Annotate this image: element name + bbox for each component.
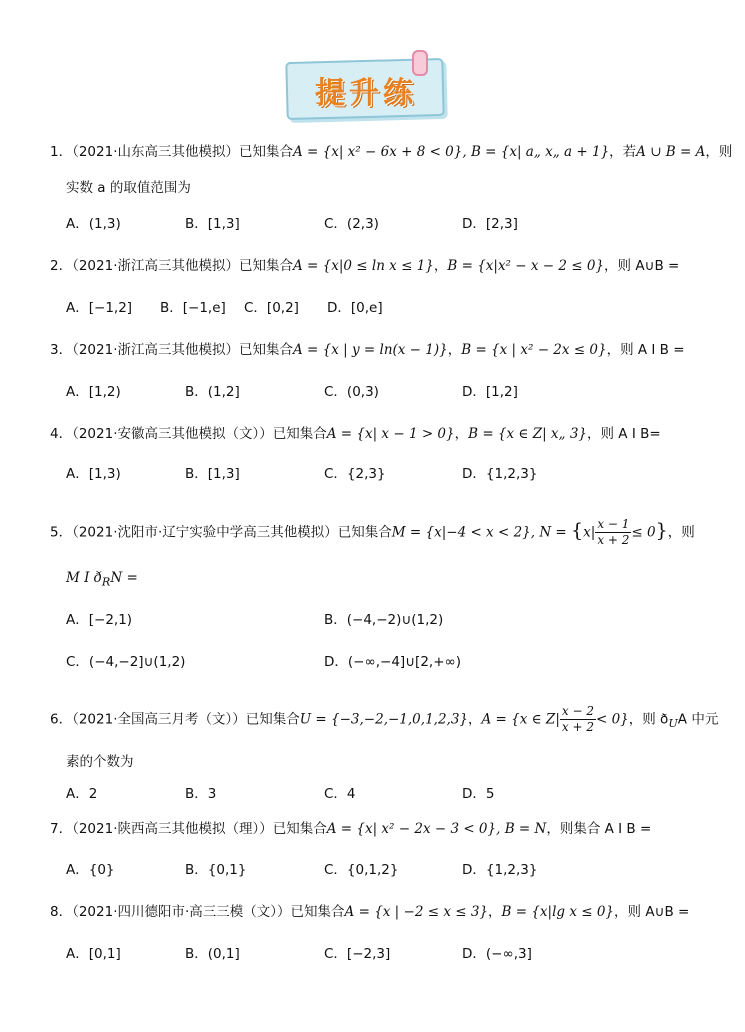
question-6-option-d[interactable]: D．5	[462, 786, 495, 802]
question-5-option-b[interactable]: B．(−4,−2)∪(1,2)	[324, 612, 444, 628]
question-7-stem: 7．（2021·陕西高三其他模拟（理））已知集合A = {x| x² − 2x − 3 < 0}, B = N，则集合 A I B =	[50, 821, 652, 837]
question-8-option-b[interactable]: B．(0,1]	[185, 946, 240, 962]
question-2-option-d[interactable]: D．[0,e]	[327, 300, 383, 316]
left-brace: {	[571, 519, 584, 542]
question-2-option-b[interactable]: B．[−1,e]	[160, 300, 226, 316]
question-2-option-c[interactable]: C．[0,2]	[244, 300, 299, 316]
question-1-option-a[interactable]: A．(1,3)	[66, 216, 121, 232]
question-7-option-b[interactable]: B．{0,1}	[185, 862, 247, 878]
question-6-option-a[interactable]: A．2	[66, 786, 98, 802]
question-5-option-d[interactable]: D．(−∞,−4]∪[2,+∞)	[324, 654, 462, 670]
question-7-option-a[interactable]: A．{0}	[66, 862, 115, 878]
question-5-stem-line2: M I $ð_RN$ =	[66, 570, 138, 589]
question-1-stem-line2: 实数 a 的取值范围为	[66, 180, 191, 196]
question-5-fraction: $\frac{x - 1}{x + 2}$	[597, 517, 630, 547]
right-brace: }	[655, 519, 668, 542]
question-3-option-a[interactable]: A．[1,2)	[66, 384, 121, 400]
question-3-option-b[interactable]: B．(1,2]	[185, 384, 240, 400]
question-1-option-d[interactable]: D．[2,3]	[462, 216, 518, 232]
question-2-stem: 2．（2021·浙江高三其他模拟）已知集合A = {x|0 ≤ ln x ≤ 1}，B = {x|x² − x − 2 ≤ 0}，则 A∪B =	[50, 258, 680, 274]
question-1-option-c[interactable]: C．(2,3)	[324, 216, 379, 232]
question-6-option-c[interactable]: C．4	[324, 786, 356, 802]
question-4-option-b[interactable]: B．[1,3]	[185, 466, 240, 482]
question-6-stem: 6．（2021·全国高三月考（文））已知集合U = {−3,−2,−1,0,1,2,3}，A = {x ∈ Z| $\frac{x - 2}{x + 2}$ < 0}，则 $ð_UA$ 中元	[50, 704, 719, 734]
question-6-option-b[interactable]: B．3	[185, 786, 217, 802]
section-title-banner	[286, 56, 448, 118]
question-8-option-a[interactable]: A．[0,1]	[66, 946, 121, 962]
question-5-option-c[interactable]: C．(−4,−2]∪(1,2)	[66, 654, 186, 670]
question-6-fraction: $\frac{x - 2}{x + 2}$	[561, 704, 594, 734]
question-8-option-c[interactable]: C．[−2,3]	[324, 946, 391, 962]
question-1-option-b[interactable]: B．[1,3]	[185, 216, 240, 232]
question-4-option-a[interactable]: A．[1,3)	[66, 466, 121, 482]
question-6-stem-line2: 素的个数为	[66, 754, 134, 770]
question-3-option-c[interactable]: C．(0,3)	[324, 384, 379, 400]
question-4-option-d[interactable]: D．{1,2,3}	[462, 466, 538, 482]
question-5-stem: 5．（2021·沈阳市·辽宁实验中学高三其他模拟）已知集合M = {x|−4 < x < 2}, N = {x| $\frac{x - 1}{x + 2}$ ≤ 0}，则	[50, 517, 695, 547]
question-8-stem: 8．（2021·四川德阳市·高三三模（文））已知集合A = {x | −2 ≤ x ≤ 3}，B = {x|lg x ≤ 0}，则 A∪B =	[50, 904, 690, 920]
question-5-option-a[interactable]: A．[−2,1)	[66, 612, 133, 628]
page-title: 提升练	[315, 76, 417, 111]
question-8-option-d[interactable]: D．(−∞,3]	[462, 946, 532, 962]
question-7-option-d[interactable]: D．{1,2,3}	[462, 862, 538, 878]
question-1-stem: 1．（2021·山东高三其他模拟）已知集合A = {x| x² − 6x + 8 < 0}, B = {x| a„ x„ a + 1}，若A ∪ B = A，则	[50, 144, 733, 160]
question-4-stem: 4．（2021·安徽高三其他模拟（文））已知集合A = {x| x − 1 > 0}，B = {x ∈ Z| x„ 3}，则 A I B=	[50, 426, 661, 442]
question-2-option-a[interactable]: A．[−1,2]	[66, 300, 133, 316]
question-7-option-c[interactable]: C．{0,1,2}	[324, 862, 399, 878]
question-3-option-d[interactable]: D．[1,2]	[462, 384, 518, 400]
question-4-option-c[interactable]: C．{2,3}	[324, 466, 386, 482]
question-3-stem: 3．（2021·浙江高三其他模拟）已知集合A = {x | y = ln(x − 1)}，B = {x | x² − 2x ≤ 0}，则 A I B =	[50, 342, 685, 358]
